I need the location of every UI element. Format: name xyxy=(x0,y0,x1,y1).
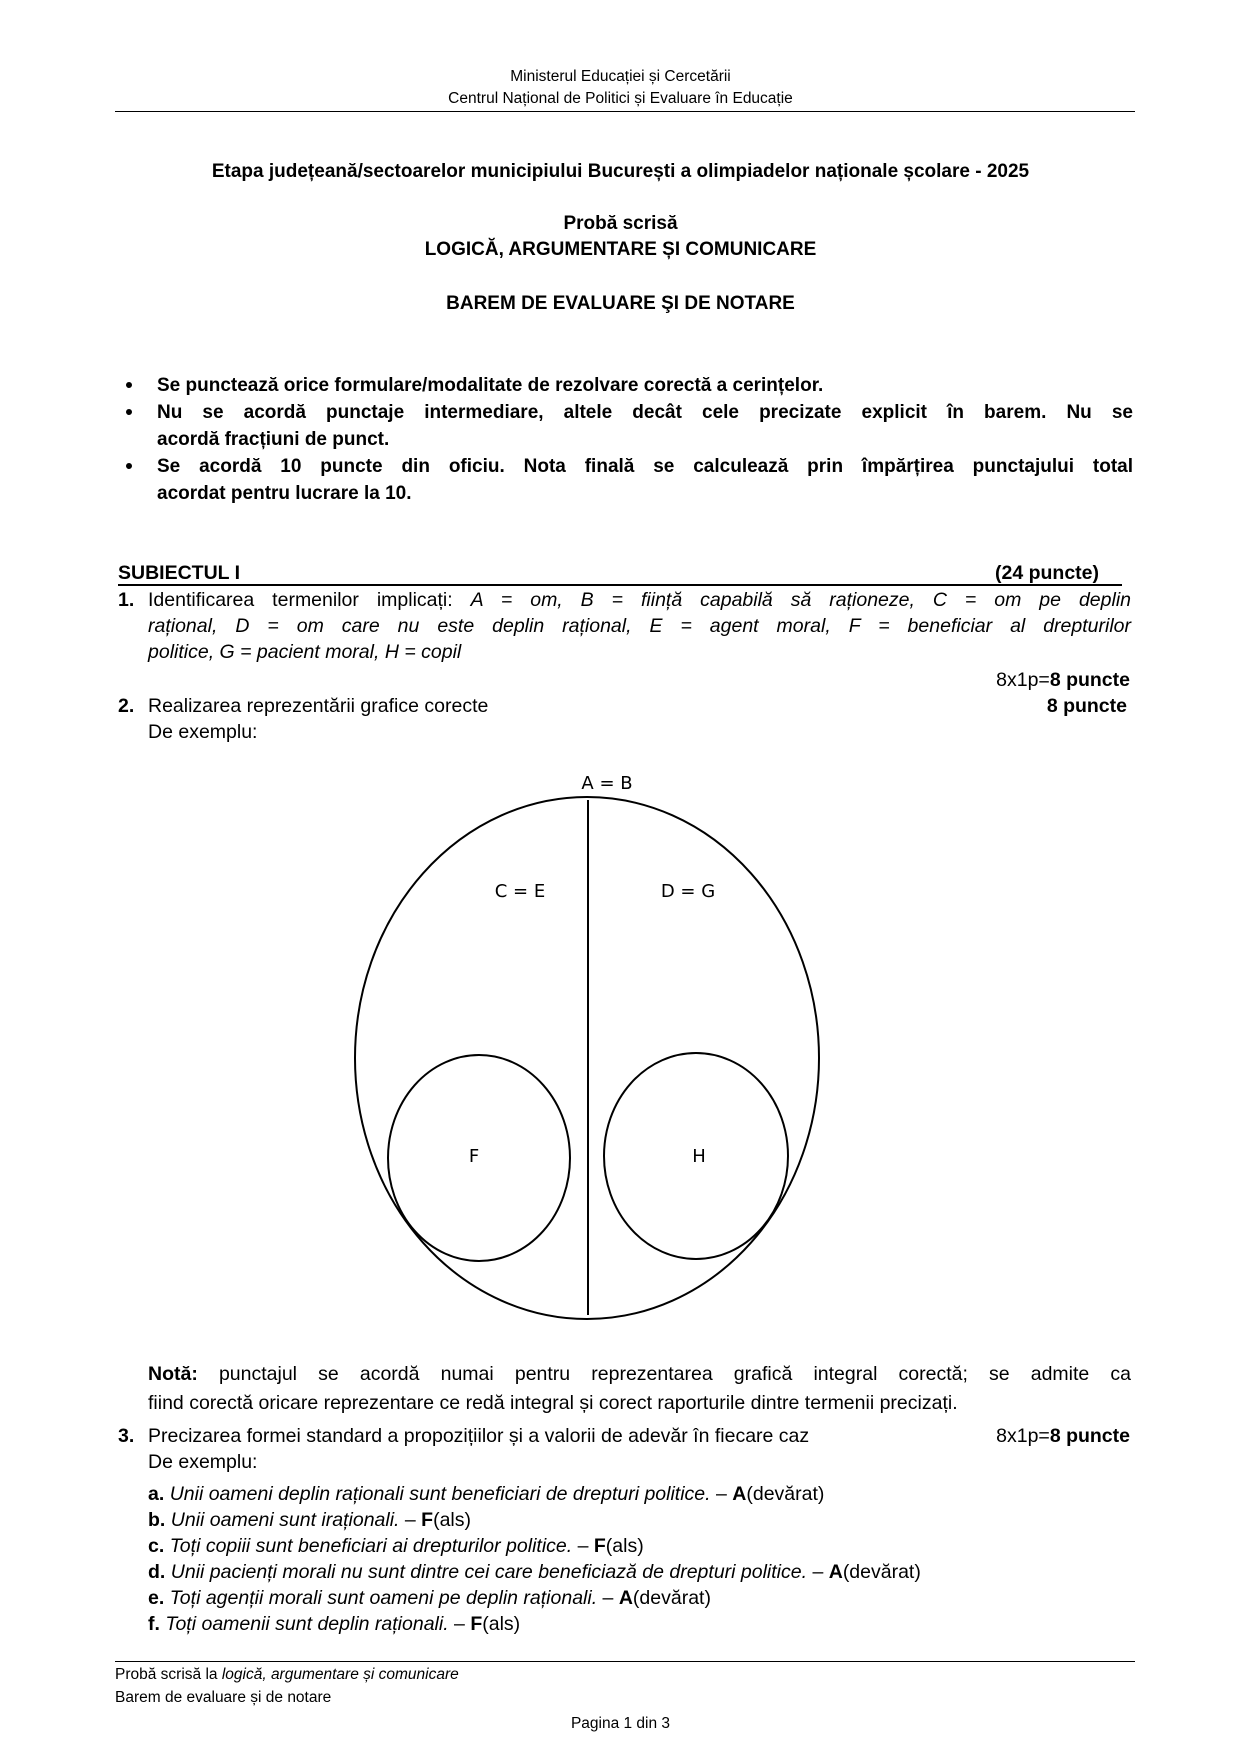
answer-item: d. Unii pacienți morali nu sunt dintre cei care beneficiază de drepturi politice. – A(devărat) xyxy=(148,1561,921,1583)
item1-number: 1. xyxy=(118,589,135,611)
item3-example-label: De exemplu: xyxy=(148,1451,258,1473)
footer-line1: Probă scrisă la logică, argumentare și comunicare xyxy=(115,1666,459,1683)
answer-item: a. Unii oameni deplin raționali sunt beneficiari de drepturi politice. – A(devărat) xyxy=(148,1483,825,1505)
item1-line1: Identificarea termenilor implicați: A = om, B = ființă capabilă să raționeze, C = om pe deplin xyxy=(148,589,1131,611)
rule-item: Se acordă 10 puncte din oficiu. Nota finală se calculează prin împărțirea punctajului total xyxy=(157,456,1133,477)
center-name: Centrul Național de Politici și Evaluare în Educație xyxy=(448,90,793,107)
rule-item-cont: acordă fracțiuni de punct. xyxy=(157,429,390,450)
label-c-e: C = E xyxy=(494,881,546,902)
exam-type: Probă scrisă xyxy=(563,213,678,234)
document-title: BAREM DE EVALUARE ŞI DE NOTARE xyxy=(446,293,795,314)
subject-title: LOGICĂ, ARGUMENTARE ȘI COMUNICARE xyxy=(424,239,817,260)
rule-item: Se punctează orice formulare/modalitate de rezolvare corectă a cerințelor. xyxy=(157,375,824,396)
section-points: (24 puncte) xyxy=(995,562,1100,584)
label-d-g: D = G xyxy=(660,881,716,902)
item3-score: 8x1p=8 puncte xyxy=(996,1425,1130,1447)
answer-item: b. Unii oameni sunt iraționali. – F(als) xyxy=(148,1509,471,1531)
answer-item: f. Toți oamenii sunt deplin raționali. – F(als) xyxy=(148,1613,521,1635)
footer-line2: Barem de evaluare și de notare xyxy=(115,1689,332,1706)
item1-score: 8x1p=8 puncte xyxy=(996,669,1130,691)
page-number: Pagina 1 din 3 xyxy=(570,1715,671,1732)
footer-rule xyxy=(115,1661,1135,1662)
item2-text: Realizarea reprezentării grafice corecte xyxy=(148,695,489,717)
item3-text: Precizarea formei standard a propozițiilor și a valorii de adevăr în fiecare caz xyxy=(148,1425,810,1447)
label-a-b: A = B xyxy=(581,773,633,794)
item2-number: 2. xyxy=(118,695,135,717)
note-line1: Notă: punctajul se acordă numai pentru reprezentarea grafică integral corectă; se admite ca xyxy=(148,1363,1131,1385)
label-f: F xyxy=(468,1146,480,1167)
section-title: SUBIECTUL I xyxy=(118,562,241,584)
item2-example-label: De exemplu: xyxy=(148,721,258,743)
note-line2: fiind corectă oricare reprezentare ce redă integral și corect raporturile dintre termenii precizați. xyxy=(148,1392,958,1414)
item2-score: 8 puncte xyxy=(1046,695,1127,717)
label-h: H xyxy=(692,1146,706,1167)
item1-line2: rațional, D = om care nu este deplin rațional, E = agent moral, F = beneficiar al drepturilor xyxy=(148,615,1131,637)
answer-item: e. Toți agenții morali sunt oameni pe deplin raționali. – A(devărat) xyxy=(148,1587,711,1609)
item1-line3: politice, G = pacient moral, H = copil xyxy=(148,641,462,663)
rule-item: Nu se acordă punctaje intermediare, altele decât cele precizate explicit în barem. Nu se xyxy=(157,402,1133,423)
stage-title: Etapa județeană/sectoarelor municipiului București a olimpiadelor naționale școlare - 2025 xyxy=(211,161,1030,182)
ministry-name: Ministerul Educației și Cercetării xyxy=(510,68,731,85)
answer-item: c. Toți copiii sunt beneficiari ai drepturilor politice. – F(als) xyxy=(148,1535,644,1557)
item3-number: 3. xyxy=(118,1425,135,1447)
rule-item-cont: acordat pentru lucrare la 10. xyxy=(157,483,412,504)
